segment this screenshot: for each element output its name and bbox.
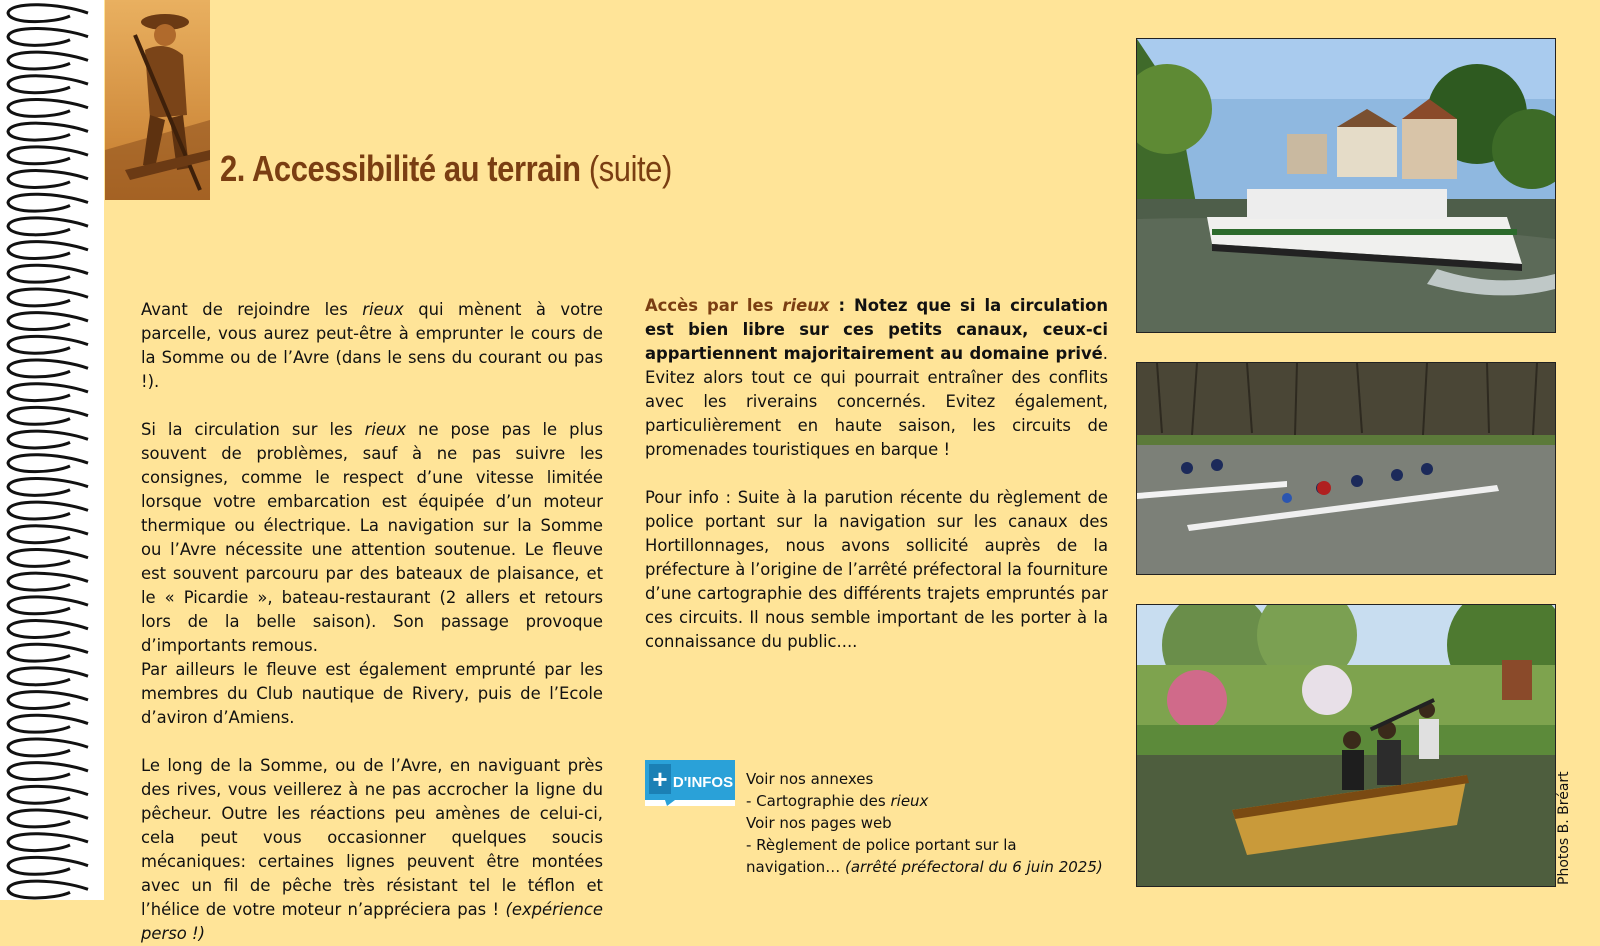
web-link-reglement[interactable]: - Règlement de police portant sur la [746, 836, 1017, 854]
spiral-loop [8, 194, 88, 211]
spiral-loop [8, 99, 88, 116]
spiral-loop [8, 502, 88, 519]
spiral-loop [8, 336, 88, 353]
spiral-loop [8, 621, 88, 638]
navigation-label: navigation… [746, 858, 845, 876]
annex-link-label: - Cartographie des [746, 792, 891, 810]
spiral-loop [8, 313, 88, 330]
spiral-loop [8, 739, 88, 756]
spiral-loop [8, 763, 88, 780]
spiral-loop [8, 360, 88, 377]
spiral-loop [8, 549, 88, 566]
left-column-text [141, 298, 603, 946]
photo-rowers [1136, 362, 1556, 575]
spiral-loop [8, 407, 88, 424]
spiral-loop [8, 76, 88, 93]
spiral-loop [8, 597, 88, 614]
plus-dinfos-badge[interactable] [645, 760, 735, 806]
access-rest: . Evitez alors tout ce qui pourrait entraîner des conflits avec les riverains concernés. Evitez également, particulièrement en haute saison, les circuits de promenades touristiques en barque ! [645, 344, 1108, 459]
photo-punt-boat [1136, 604, 1556, 887]
spiral-loop [8, 265, 88, 282]
spiral-loop [8, 526, 88, 543]
infos-links [746, 768, 1106, 878]
spiral-loop [8, 455, 88, 472]
spiral-loop [8, 668, 88, 685]
spiral-loop [8, 384, 88, 401]
spiral-loop [8, 171, 88, 188]
annex-link-cartographie[interactable] [746, 790, 1106, 812]
p1-rieux: rieux [362, 300, 404, 319]
arrete-note: (arrêté préfectoral du 6 juin 2025) [844, 858, 1103, 876]
spiral-loop [8, 28, 88, 45]
spiral-loop [8, 289, 88, 306]
access-lead [645, 296, 829, 315]
spiral-loop [8, 478, 88, 495]
p2-a: Si la circulation sur les [141, 420, 365, 439]
paragraph-4 [141, 754, 603, 946]
hortillon-illustration [105, 0, 210, 200]
web-pages-heading: Voir nos pages web [746, 814, 892, 832]
spiral-loop [8, 644, 88, 661]
p4-a: Le long de la Somme, ou de l’Avre, en naviguant près des rives, vous veillerez à ne pas accrocher la ligne du pêcheur. Outre les réactions peu amènes de celui-ci, cela peut vous occasionner quelques soucis mécaniques: certaines lignes peuvent être montées avec un fil de pêche très résistant tel le téflon et l’hélice de votre moteur n’appréciera pas ! [141, 756, 603, 919]
annex-link-rieux: rieux [890, 792, 929, 810]
title-suite: (suite) [588, 148, 672, 189]
annexes-heading: Voir nos annexes [746, 770, 874, 788]
svg-text:D'INFOS: D'INFOS [672, 774, 734, 791]
p1-b: qui mènent à votre parcelle, vous aurez peut-être à emprunter le cours de la Somme ou de l’Avre (dans le sens du courant ou pas !). [141, 300, 604, 391]
p4-note: (expérience perso !) [141, 900, 603, 943]
middle-column-text [645, 294, 1108, 654]
spiral-loop [8, 431, 88, 448]
access-bold: : Notez que si la circulation est bien libre sur ces petits canaux, ceux-ci appartiennent majoritairement au domaine privé [645, 296, 1108, 363]
photo-tour-boat [1136, 38, 1556, 333]
paragraph-3: Par ailleurs le fleuve est également emprunté par les membres du Club nautique de Rivery, puis de l’Ecole d’aviron d’Amiens. [141, 660, 603, 727]
spiral-loop [8, 147, 88, 164]
access-paragraph [645, 294, 1108, 462]
title-main: 2. Accessibilité au terrain [220, 148, 581, 189]
spiral-loop [8, 123, 88, 140]
web-link-reglement-cont[interactable] [746, 856, 1106, 878]
p2-b: ne pose pas le plus souvent de problèmes, sauf à ne pas suivre les consignes, comme le respect d’une vitesse limitée lorsque votre embarcation est équipée d’un moteur thermique ou électrique. La navigation sur la Somme ou l’Avre nécessite une attention soutenue. Le fleuve est souvent parcouru par des bateaux de plaisance, et le « Picardie », bateau-restaurant (2 allers et retours lors de la belle saison). Son passage provoque d’importants remous. [141, 420, 603, 655]
spiral-loop [8, 692, 88, 709]
p2-rieux: rieux [364, 420, 407, 439]
access-lead-a: Accès par les [645, 296, 783, 315]
spiral-loop [8, 786, 88, 803]
spiral-loop [8, 52, 88, 69]
page-title [220, 148, 672, 190]
spiral-loop [8, 573, 88, 590]
paragraph-1 [141, 298, 603, 394]
spiral-loop [8, 857, 88, 874]
spiral-loop [8, 218, 88, 235]
spiral-loop [8, 242, 88, 259]
spiral-loop [8, 834, 88, 851]
photo-credit: Photos B. Bréart [1556, 771, 1572, 885]
spiral-loop [8, 810, 88, 827]
access-lead-rieux: rieux [782, 296, 830, 315]
p1-a: Avant de rejoindre les [141, 300, 363, 319]
spiral-loop [8, 881, 88, 898]
paragraph-2 [141, 418, 603, 658]
svg-text:+: + [652, 764, 668, 794]
spiral-loop [8, 715, 88, 732]
spiral-loop [8, 5, 88, 22]
info-paragraph: Pour info : Suite à la parution récente du règlement de police portant sur la navigation sur les canaux des Hortillonnages, nous avons sollicité auprès de la préfecture à l’origine de l’arrêté préfectoral la fourniture d’une cartographie des différents trajets empruntés par ces circuits. Il nous semble important de les porter à la connaissance du public.... [645, 488, 1108, 651]
spiral-binding [0, 0, 104, 900]
